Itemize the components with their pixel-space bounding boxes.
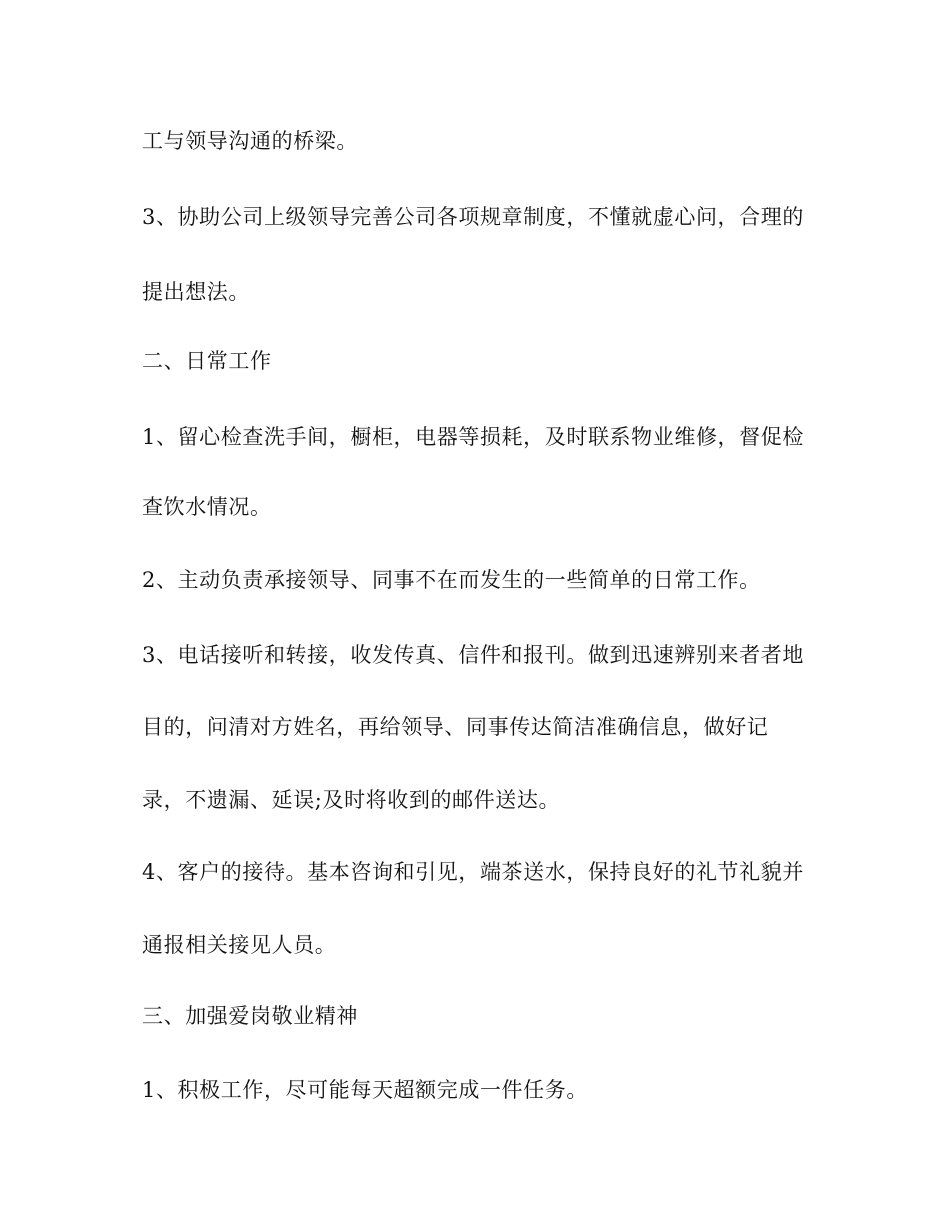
text-line-3: 提出想法。 bbox=[142, 280, 250, 304]
text-line-6: 查饮水情况。 bbox=[142, 495, 272, 519]
section-heading-2: 二、日常工作 bbox=[142, 349, 272, 373]
text-line-7: 2、主动负责承接领导、同事不在而发生的一些简单的日常工作。 bbox=[142, 568, 761, 592]
text-line-10: 录，不遗漏、延误;及时将收到的邮件送达。 bbox=[142, 788, 561, 812]
text-line-14: 1、积极工作，尽可能每天超额完成一件任务。 bbox=[142, 1078, 588, 1102]
text-line-5: 1、留心检查洗手间，橱柜，电器等损耗，及时联系物业维修，督促检 bbox=[142, 425, 804, 449]
section-heading-3: 三、加强爱岗敬业精神 bbox=[142, 1004, 358, 1028]
text-line-9: 目的，问清对方姓名，再给领导、同事传达简洁准确信息，做好记 bbox=[142, 715, 769, 739]
text-line-1: 工与领导沟通的桥梁。 bbox=[142, 129, 358, 153]
text-line-2: 3、协助公司上级领导完善公司各项规章制度，不懂就虚心问，合理的 bbox=[142, 205, 804, 229]
text-line-8: 3、电话接听和转接，收发传真、信件和报刊。做到迅速辨别来者者地 bbox=[142, 643, 804, 667]
text-line-11: 4、客户的接待。基本咨询和引见，端茶送水，保持良好的礼节礼貌并 bbox=[142, 860, 804, 884]
text-line-12: 通报相关接见人员。 bbox=[142, 933, 337, 957]
